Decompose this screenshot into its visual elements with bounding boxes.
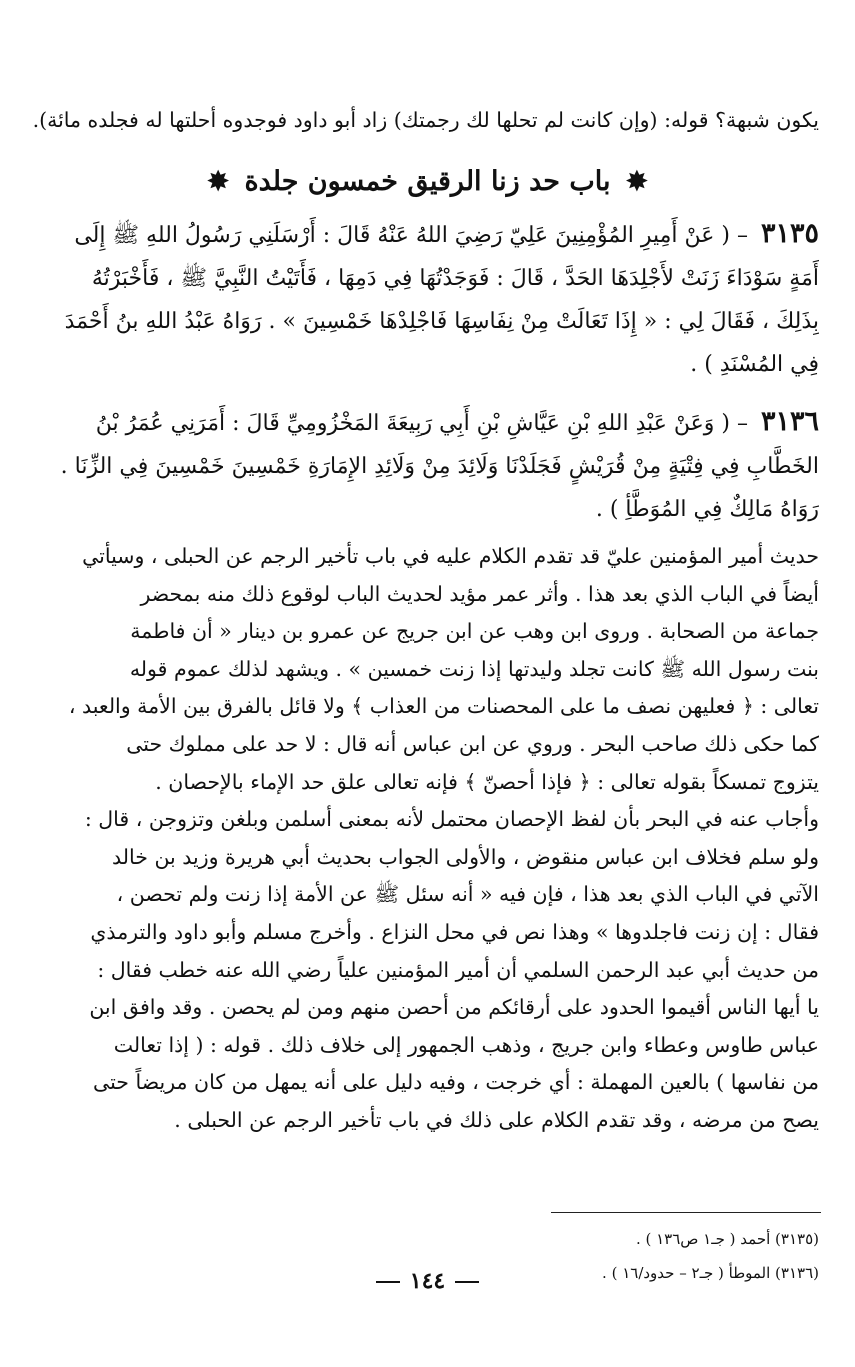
commentary-line: ولو سلم فخلاف ابن عباس منقوض ، والأولى الجواب بحديث أبي هريرة وزيد بن خالد [112,844,819,869]
commentary-line: حديث أمير المؤمنين عليّ قد تقدم الكلام عليه في باب تأخير الرجم عن الحبلى ، وسيأتي [82,544,819,568]
commentary-line: يصح من مرضه ، وقد تقدم الكلام على ذلك في باب تأخير الرجم عن الحبلى . [174,1107,819,1132]
hadith-line: فِي المُسْنَدِ ) . [690,352,819,377]
hadith-3135 [30,212,819,386]
commentary-line: عباس طاوس وعطاء وابن جريج ، وذهب الجمهور إلى خلاف ذلك . قوله : ( إذا تعالت [113,1032,819,1057]
commentary-line: فقال : إن زنت فاجلدوها » وهذا نص في محل النزاع . وأخرج مسلم وأبو داود والترمذي [90,919,819,944]
commentary-line: تعالى : ﴿ فعليهن نصف ما على المحصنات من العذاب ﴾ ولا قائل بالفرق بين الأمة والعبد ، [68,694,819,719]
hadith-line: أَمَةٍ سَوْدَاءَ زَنَتْ لأَجْلِدَهَا الحَدَّ ، قَالَ : فَوَجَدْتُهَا فِي دَمِهَا ، فَأَتَيْتُ النَّبِيَّ ﷺ ، فَأَخْبَرْتُهُ [91,266,819,291]
footnote: (٣١٣٦) الموطأ ( جـ٢ – حدود/١٦ ) . [602,1264,819,1282]
footnote-divider [551,1212,821,1213]
hadith-line [30,212,819,257]
commentary-line: أيضاً في الباب الذي بعد هذا . وأثر عمر مؤيد لحديث الباب لوقوع ذلك منه بمحضر [140,581,819,606]
dash-decoration [455,1281,479,1283]
commentary-line: بنت رسول الله ﷺ كانت تجلد وليدتها إذا زنت خمسين » . ويشهد لذلك عموم قوله [129,656,819,681]
hadith-number: ٣١٣٥ [760,218,819,249]
ornament-star-icon: ✸ [625,167,648,197]
hadith-text: – ( وَعَنْ عَبْدِ اللهِ بْنِ عَيَّاشِ بْنِ أَبِي رَبِيعَةَ المَخْزُومِيِّ قَالَ : أَمَرَنِي عُمَرُ بْنُ [95,411,748,436]
hadith-line: بِذَلِكَ ، فَقَالَ لِي : « إِذَا تَعَالَتْ مِنْ نِفَاسِهَا فَاجْلِدْهَا خَمْسِينَ » . رَوَاهُ عَبْدُ اللهِ بنُ أَحْمَدَ [64,309,819,334]
hadith-line: رَوَاهُ مَالِكٌ فِي المُوَطَّأِ ) . [595,497,819,522]
hadith-3136 [30,400,819,531]
commentary-line: يتزوج تمسكاً بقوله تعالى : ﴿ فإذا أحصنّ ﴾ فإنه تعالى علق حد الإماء بالإحصان . [155,769,819,794]
page-number: ١٤٤ [409,1268,446,1294]
hadith-line: الخَطَّابِ فِي فِتْيَةٍ مِنْ قُرَيْشٍ فَجَلَدْنَا وَلَائِدَ مِنْ وَلَائِدِ الإِمَارَةِ خَمْسِينَ خَمْسِينَ فِي الزِّنَا . [60,454,819,479]
hadith-line [30,400,819,445]
page-number-block [0,1266,855,1296]
hadith-text: – ( عَنْ أَمِيرِ المُؤْمِنِينَ عَلِيّ رَضِيَ اللهُ عَنْهُ قَالَ : أَرْسَلَنِي رَسُولُ اللهِ ﷺ إِلَى [74,223,748,248]
chapter-title: باب حد زنا الرقيق خمسون جلدة [244,166,611,197]
commentary [30,538,819,1140]
commentary-line: كما حكى ذلك صاحب البحر . وروي عن ابن عباس أنه قال : لا حد على مملوك حتى [126,731,819,756]
commentary-line: يا أيها الناس أقيموا الحدود على أرقائكم من أحصن منهم ومن لم يحصن . وقد وافق ابن [89,995,819,1020]
hadith-number: ٣١٣٦ [760,406,819,437]
commentary-line: الآتي في الباب الذي بعد هذا ، فإن فيه « أنه سئل ﷺ عن الأمة إذا زنت ولم تحصن ، [116,882,819,907]
commentary-line: من نفاسها ) بالعين المهملة : أي خرجت ، وفيه دليل على أنه يمهل من كان مريضاً حتى [93,1070,819,1095]
chapter-heading [0,158,855,206]
dash-decoration [376,1281,400,1283]
commentary-line: وأجاب عنه في البحر بأن لفظ الإحصان محتمل لأنه بمعنى أسلمن وبلغن وتزوجن ، قال : [84,807,819,832]
ornament-star-icon: ✸ [207,167,230,197]
footnote: (٣١٣٥) أحمد ( جـ١ ص١٣٦ ) . [635,1230,819,1248]
commentary-line: من حديث أبي عبد الرحمن السلمي أن أمير المؤمنين علياً رضي الله عنه خطب فقال : [97,957,819,982]
continuation-line: يكون شبهة؟ قوله: (وإن كانت لم تحلها لك رجمتك) زاد أبو داود فوجدوه أحلتها له فجلده مائة). [32,108,819,132]
commentary-line: جماعة من الصحابة . وروى ابن وهب عن ابن جريج عن عمرو بن دينار « أن فاطمة [130,619,819,644]
